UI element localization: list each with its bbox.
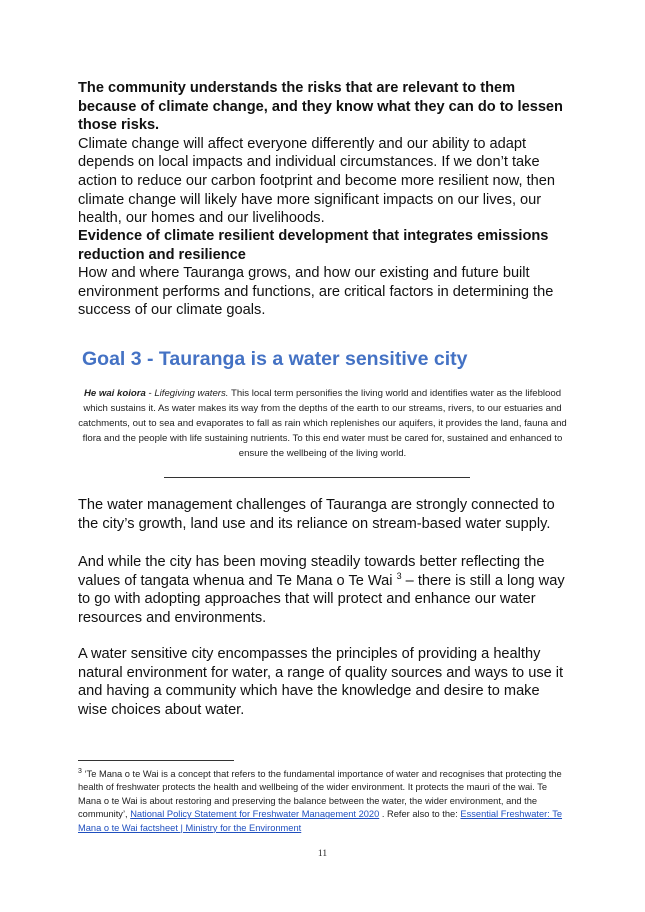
body-paragraph-2-start: And while the city has been moving steadily towards better reflecting the values of tangata whenua and Te Mana o Te Wai xyxy=(78,554,545,589)
climate-resilient-section xyxy=(78,227,568,320)
climate-resilient-text: How and where Tauranga grows, and how our existing and future built environment performs and functions, are critical factors in determining the success of our climate goals. xyxy=(78,265,554,319)
quote-text: This local term personifies the living world and identifies water as the lifeblood which sustains it. As water makes its way from the depths of the earth to our streams, rivers, to our estuaries and catchments, out to sea and evaporates to fall as rain which replenishes our aquifers, it provides the land, fauna and flora and the people with life sustaining nutrients. To this end water must be cared for, sustained and enhanced to ensure the wellbeing of the living world. xyxy=(78,388,567,459)
community-risk-text: Climate change will affect everyone differently and our ability to adapt depends on local impacts and individual circumstances. If we don’t take action to reduce our carbon footprint and become more resilient now, then climate change will likely have more significant impacts on our lives, our health, our homes and our livelihoods. xyxy=(78,135,556,227)
body-paragraph-2-end: – there is still a long way to go with adopting approaches that will protect and enhance our water resources and environments. xyxy=(78,572,565,626)
page-number: 11 xyxy=(317,849,328,859)
footnote-between: . Refer also to the: xyxy=(379,809,461,820)
footnote-text: ‘Te Mana o te Wai is a concept that refers to the fundamental importance of water and recognises that protecting the health of freshwater protects the health and wellbeing of the wider environment. It protects the mauri of the wai. Te Mana o te Wai is about restoring and preserving the balance between the water, the wider environment, and the community’, xyxy=(78,769,562,820)
quote-separator: - xyxy=(145,388,155,399)
footnote xyxy=(78,768,568,835)
footnote-reference[interactable]: 3 xyxy=(396,570,402,581)
footnote-separator xyxy=(78,760,234,761)
he-wai-koiora-quote xyxy=(75,386,570,461)
climate-resilient-heading: Evidence of climate resilient development that integrates emissions reduction and resilience xyxy=(78,228,549,263)
community-risk-section xyxy=(78,79,568,228)
body-paragraph-2 xyxy=(78,553,568,627)
body-paragraph-1: The water management challenges of Tauranga are strongly connected to the city’s growth, land use and its reliance on stream-based water supply. xyxy=(78,497,555,532)
body-paragraph-3: A water sensitive city encompasses the principles of providing a healthy natural environment for water, a range of quality sources and ways to use it and having a community which have the knowledge and desire to make wise choices about water. xyxy=(78,646,564,718)
goal-3-heading: Goal 3 - Tauranga is a water sensitive city xyxy=(82,348,468,370)
quote-divider xyxy=(164,477,470,478)
nps-freshwater-link[interactable]: National Policy Statement for Freshwater Management 2020 xyxy=(130,809,380,820)
community-risk-heading: The community understands the risks that are relevant to them because of climate change, and they know what they can do to lessen those risks. xyxy=(78,80,563,134)
quote-gloss: Lifegiving waters. xyxy=(154,388,229,399)
essential-freshwater-link[interactable]: Essential Freshwater: Te Mana o te Wai factsheet | Ministry for the Environment xyxy=(78,809,563,833)
quote-term: He wai koiora xyxy=(83,388,146,399)
footnote-mark: 3 xyxy=(78,767,82,775)
